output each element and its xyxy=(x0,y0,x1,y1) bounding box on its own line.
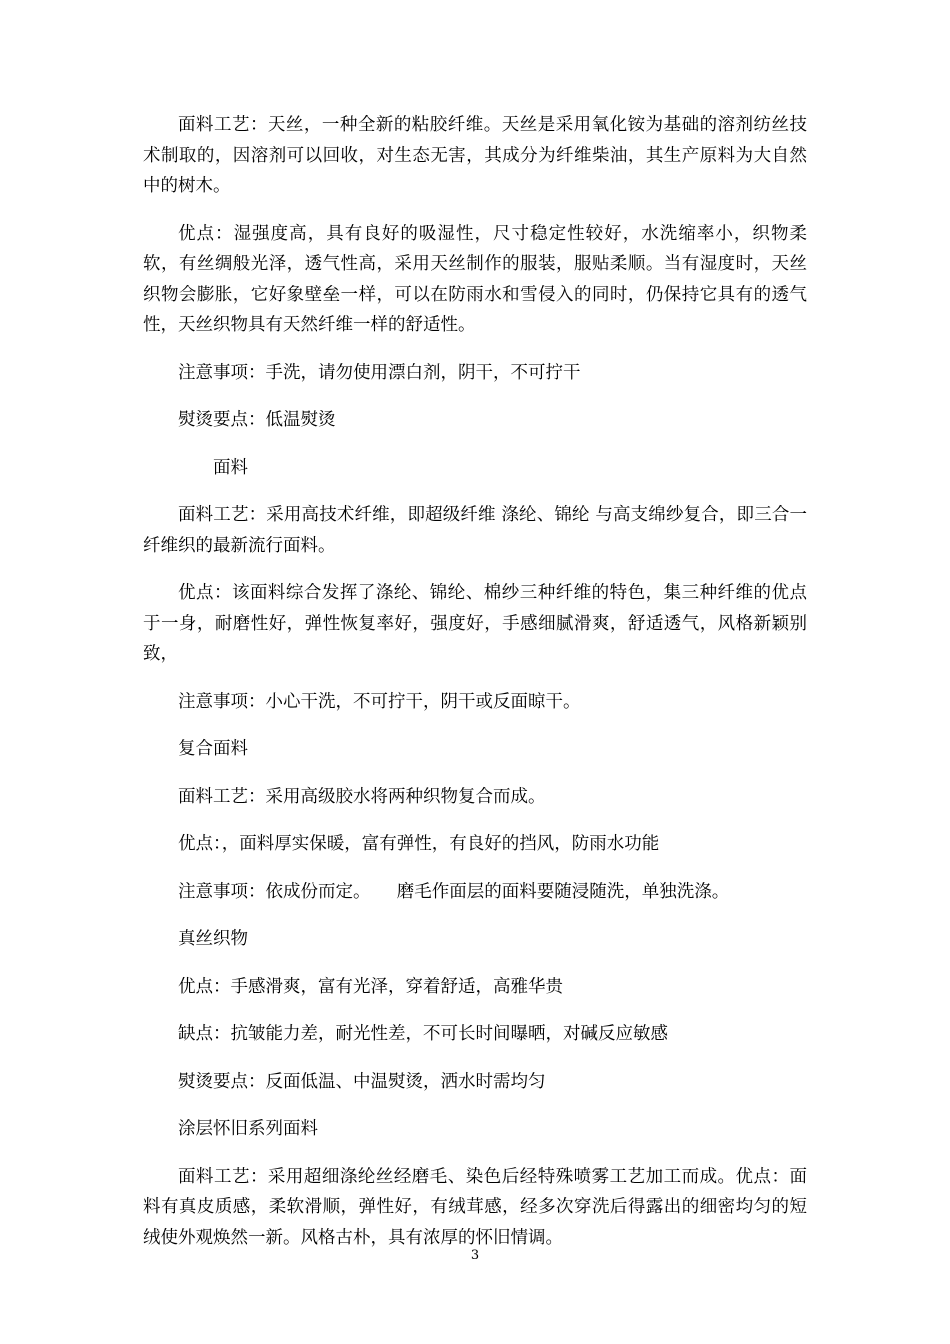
paragraph-tencel-process: 面料工艺：天丝，一种全新的粘胶纤维。天丝是采用氧化铵为基础的溶剂纺丝技术制取的，因溶剂可以回收，对生态无害，其成分为纤维柴油，其生产原料为大自然中的树木。 xyxy=(143,115,807,196)
paragraph-fabric-care: 注意事项：小心干洗，不可拧干，阴干或反面晾干。 xyxy=(178,691,581,712)
paragraph-composite-care: 注意事项：依成份而定。 磨毛作面层的面料要随浸随洗，单独洗涤。 xyxy=(178,881,730,902)
section-heading-silk: 真丝织物 xyxy=(178,929,248,949)
section-heading-composite-fabric: 复合面料 xyxy=(178,739,248,759)
page-number: 3 xyxy=(470,1248,480,1263)
section-heading-coated-vintage: 涂层怀旧系列面料 xyxy=(178,1119,318,1139)
section-heading-fabric: 面料 xyxy=(213,457,248,478)
paragraph-coated-process: 面料工艺：采用超细涤纶丝经磨毛、染色后经特殊喷雾工艺加工而成。优点：面料有真皮质感，柔软滑顺，弹性好，有绒茸感，经多次穿洗后得露出的细密均匀的短绒使外观焕然一新。风格古朴，具有浓厚的怀旧情调。 xyxy=(143,1166,807,1248)
document-body xyxy=(143,110,807,1270)
paragraph-silk-disadvantages: 缺点：抗皱能力差，耐光性差，不可长时间曝晒，对碱反应敏感 xyxy=(178,1024,668,1044)
paragraph-composite-process: 面料工艺：采用高级胶水将两种织物复合而成。 xyxy=(178,786,546,807)
paragraph-silk-advantages: 优点：手感滑爽，富有光泽，穿着舒适，高雅华贵 xyxy=(178,976,563,997)
paragraph-fabric-advantages: 优点：该面料综合发挥了涤纶、锦纶、棉纱三种纤维的特色，集三种纤维的优点于一身，耐磨性好，弹性恢复率好，强度好，手感细腻滑爽，舒适透气，风格新颖别致， xyxy=(143,583,807,664)
paragraph-silk-ironing: 熨烫要点：反面低温、中温熨烫，洒水时需均匀 xyxy=(178,1071,546,1092)
paragraph-composite-advantages: 优点：，面料厚实保暖，富有弹性，有良好的挡风，防雨水功能 xyxy=(178,834,660,854)
paragraph-tencel-advantages: 优点：湿强度高，具有良好的吸湿性，尺寸稳定性较好，水洗缩率小，织物柔软，有丝绸般光泽，透气性高，采用天丝制作的服装，服贴柔顺。当有湿度时，天丝织物会膨胀，它好象壁垒一样，可以在防雨水和雪侵入的同时，仍保持它具有的透气性，天丝织物具有天然纤维一样的舒适性。 xyxy=(143,223,807,335)
paragraph-tencel-ironing: 熨烫要点：低温熨烫 xyxy=(178,410,336,430)
paragraph-fabric-process: 面料工艺：采用高技术纤维，即超级纤维 涤纶、锦纶 与高支绵纱复合，即三合一纤维织的最新流行面料。 xyxy=(143,505,807,556)
paragraph-tencel-care: 注意事项：手洗，请勿使用漂白剂，阴干，不可拧干 xyxy=(178,362,581,383)
